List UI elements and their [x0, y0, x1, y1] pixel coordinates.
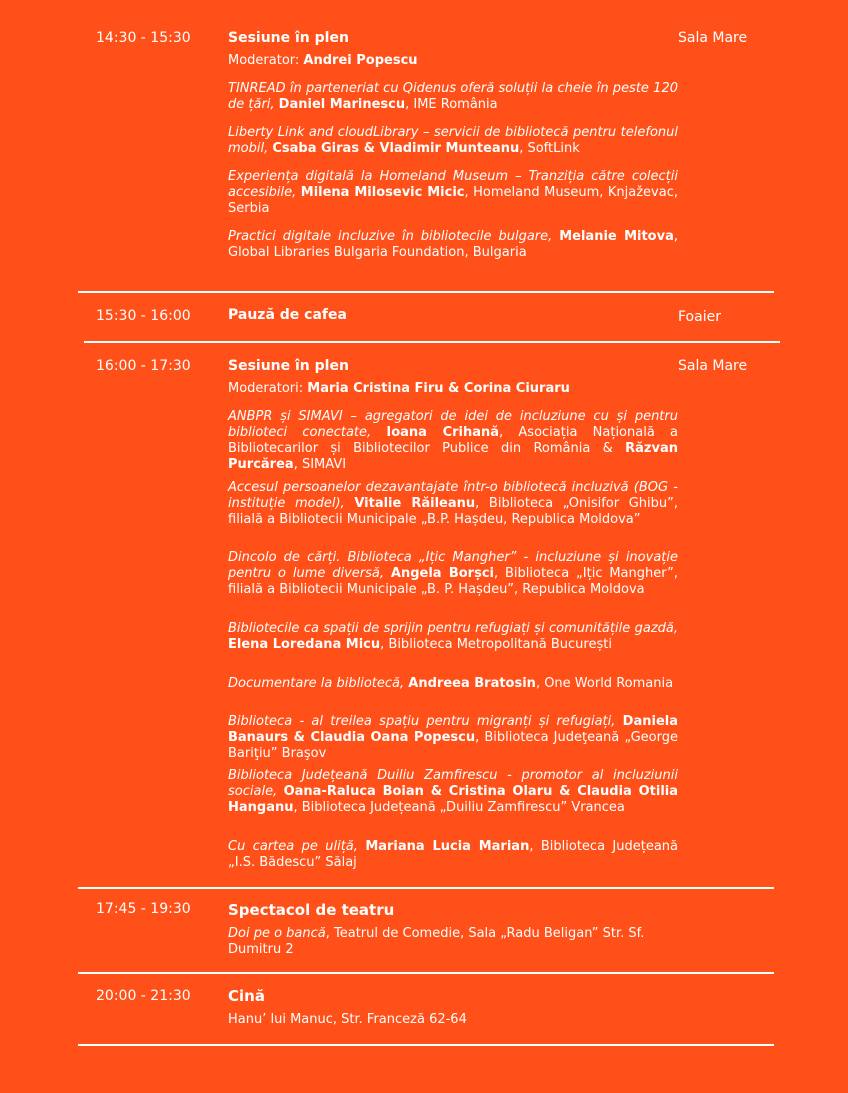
- talk-item: [228, 169, 678, 217]
- talk-affiliation: , One World Romania: [535, 676, 674, 691]
- talk-title: Biblioteca - al treilea spațiu pentru migranți și refugiați,: [228, 714, 623, 729]
- talk-affiliation: , Biblioteca Județeană „Duiliu Zamfirescu” Vrancea: [293, 800, 625, 815]
- talk-speaker: Vitalie Răileanu: [354, 496, 476, 511]
- talk-title: Biblioteca Județeană Duiliu Zamfirescu - promotor al incluziunii sociale,: [228, 768, 678, 799]
- talk-item: [228, 480, 678, 528]
- moderator-label: Moderator:: [228, 53, 304, 68]
- talk-item: [228, 768, 678, 816]
- talk-affiliation: , Biblioteca „Ițic Mangher”, filială a Bibliotecii Municipale „B. P. Hașdeu”, Republica Moldova: [228, 566, 679, 597]
- talk-affiliation: , Teatrul de Comedie, Sala „Radu Beligan” Str. Sf. Dumitru 2: [228, 926, 645, 957]
- moderator-name: Andrei Popescu: [303, 53, 418, 68]
- talk-speaker: Milena Milosevic Micic: [300, 185, 465, 200]
- talk-affiliation: , IME România: [405, 97, 498, 112]
- talk-item: [228, 550, 678, 598]
- session-title: Cină: [228, 987, 265, 1005]
- moderator-line: [228, 380, 570, 397]
- talk-affiliation: , Global Libraries Bulgaria Foundation, Bulgaria: [228, 229, 678, 260]
- talk-speaker: Daniel Marinescu: [278, 97, 406, 112]
- divider: [78, 887, 774, 889]
- talk-speaker: Elena Loredana Micu: [228, 637, 381, 652]
- session-title: Sesiune în plen: [228, 358, 349, 374]
- talk-affiliation: , Biblioteca „Onisifor Ghibu”, filială a Bibliotecii Municipale „B.P. Hașdeu, Republica Moldova”: [228, 496, 678, 527]
- session-location: Hanu’ lui Manuc, Str. Franceză 62-64: [228, 1012, 467, 1027]
- session-room: Sala Mare: [678, 30, 748, 46]
- talk-title: Experiența digitală la Homeland Museum – Tranziția către colecții accesibile,: [228, 169, 678, 200]
- talk-item: [228, 621, 678, 653]
- talk-item: [228, 676, 678, 692]
- talk-affiliation: , SoftLink: [519, 141, 580, 156]
- talk-title: ANBPR și SIMAVI – agregatori de idei de incluziune cu și pentru biblioteci conectate,: [228, 409, 678, 440]
- talk-speaker: Ioana Crihană: [386, 425, 500, 440]
- talk-item: [228, 409, 678, 473]
- talk-speaker: Andreea Bratosin: [408, 676, 536, 691]
- talk-item: [228, 926, 678, 958]
- talk-affiliation: , Biblioteca Județeană „I.S. Bădescu” Sălaj: [228, 839, 679, 870]
- talk-title: Accesul persoanelor dezavantajate într-o bibliotecă incluzivă (BOG - instituție model),: [228, 480, 678, 511]
- session-title: Pauză de cafea: [228, 307, 347, 323]
- divider: [78, 1044, 774, 1046]
- talk-affiliation: , Biblioteca Judeţeană „George Bariţiu” Braşov: [228, 730, 679, 761]
- talk-affiliation: , Asociația Națională a Bibliotecarilor și Bibliotecilor Publice din România &: [228, 425, 678, 456]
- session-time: 17:45 - 19:30: [96, 901, 191, 917]
- talk-title: Dincolo de cărți. Biblioteca „Ițic Mangher” - incluziune și inovație pentru o lume diversă,: [228, 550, 678, 581]
- session-time: 14:30 - 15:30: [96, 30, 191, 46]
- talk-item: [228, 125, 678, 157]
- talk-item: [228, 714, 678, 762]
- session-title: Spectacol de teatru: [228, 901, 395, 919]
- talk-title: Liberty Link and cloudLibrary – servicii de bibliotecă pentru telefonul mobil,: [228, 125, 678, 156]
- session-room: Foaier: [678, 309, 721, 325]
- talk-affiliation: , SIMAVI: [293, 457, 347, 472]
- talk-affiliation: , Homeland Museum, Knjaževac, Serbia: [228, 185, 678, 216]
- talk-title: Documentare la bibliotecă,: [228, 676, 409, 691]
- talk-item: [228, 81, 678, 113]
- talk-title: Practici digitale incluzive în bibliotecile bulgare,: [228, 229, 560, 244]
- talk-title: Cu cartea pe uliță,: [228, 839, 366, 854]
- talk-speaker: Răzvan Purcărea: [228, 441, 678, 472]
- talk-title: Bibliotecile ca spații de sprijin pentru refugiați și comunitățile gazdă,: [228, 621, 678, 636]
- divider: [84, 341, 780, 343]
- talk-speaker: Oana-Raluca Boian & Cristina Olaru & Claudia Otilia Hanganu: [228, 784, 679, 815]
- talk-speaker: Csaba Giras & Vladimir Munteanu: [272, 141, 520, 156]
- talk-speaker: Melanie Mitova: [559, 229, 674, 244]
- talk-title: Doi pe o bancă: [228, 926, 326, 941]
- talk-item: [228, 839, 678, 871]
- talk-affiliation: , Biblioteca Metropolitană București: [380, 637, 612, 652]
- divider: [78, 291, 774, 293]
- moderator-name: Maria Cristina Firu & Corina Ciuraru: [307, 381, 570, 396]
- talk-speaker: Angela Borșci: [390, 566, 494, 581]
- talk-item: [228, 229, 678, 261]
- session-time: 16:00 - 17:30: [96, 358, 191, 374]
- moderator-line: [228, 52, 418, 69]
- session-time: 15:30 - 16:00: [96, 308, 191, 324]
- talk-speaker: Daniela Banaurs & Claudia Oana Popescu: [228, 714, 678, 745]
- talk-title: TINREAD în parteneriat cu Qidenus oferă soluții la cheie în peste 120 de țări,: [228, 81, 678, 112]
- session-room: Sala Mare: [678, 358, 748, 374]
- talk-speaker: Mariana Lucia Marian: [365, 839, 530, 854]
- session-title: Sesiune în plen: [228, 30, 349, 46]
- moderator-label: Moderatori:: [228, 381, 308, 396]
- divider: [78, 972, 774, 974]
- session-time: 20:00 - 21:30: [96, 988, 191, 1004]
